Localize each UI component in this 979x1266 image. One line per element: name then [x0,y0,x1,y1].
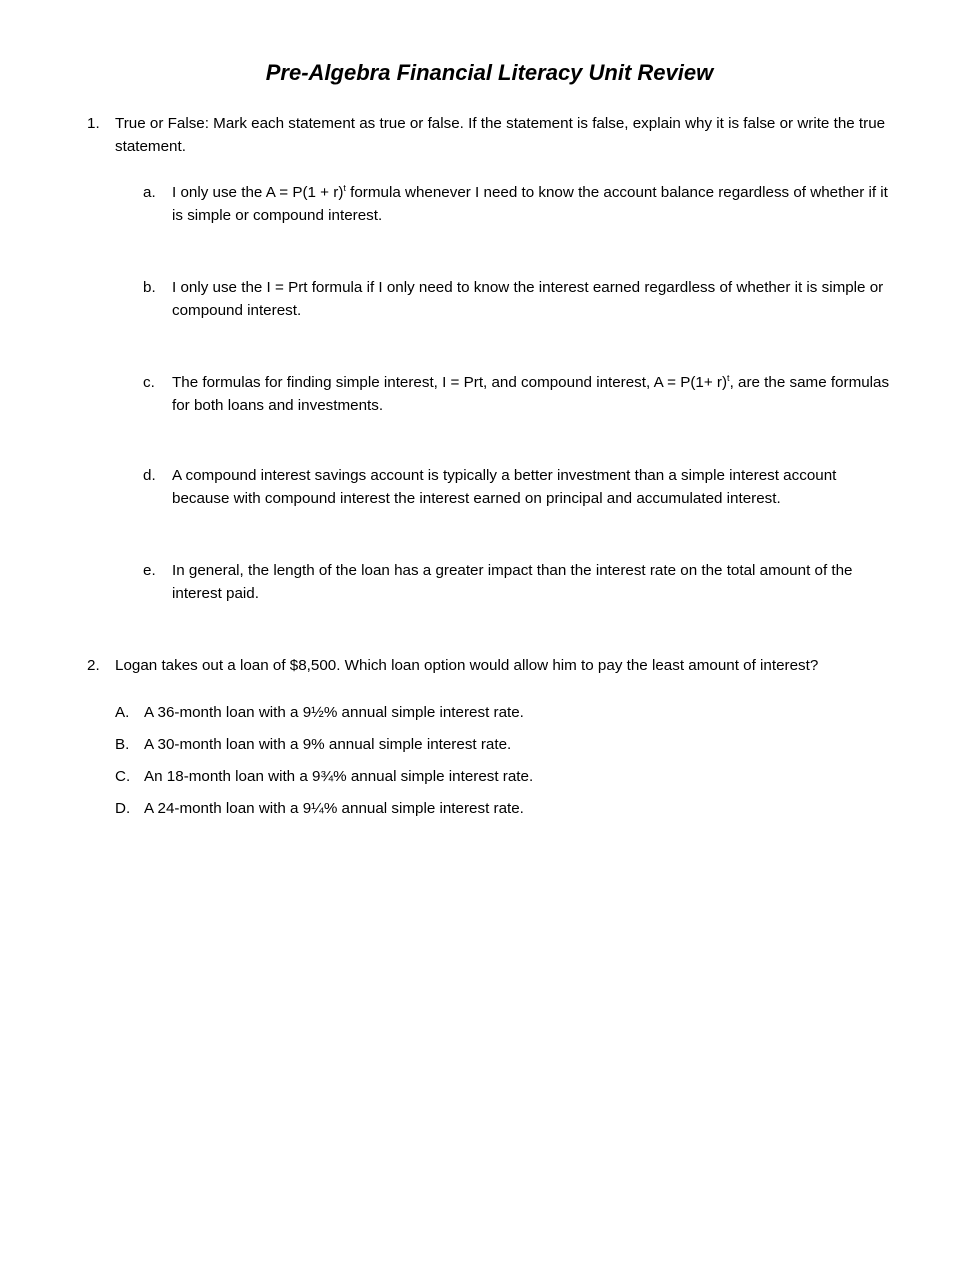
option-text: A 24-month loan with a 9¼% annual simple interest rate. [144,800,524,817]
statement-letter: e. [143,562,156,579]
statement-text: I only use the I = Prt formula if I only need to know the interest earned regardless of whether it is simple or compound interest. [172,279,884,319]
statement-b [0,276,979,324]
statement-letter: a. [143,184,156,201]
statement-text [172,371,892,417]
option-text: An 18-month loan with a 9¾% annual simple interest rate. [144,768,534,785]
exponent: t [727,372,730,383]
question-text: Logan takes out a loan of $8,500. Which loan option would allow him to pay the least amount of interest? [115,657,819,674]
option-text: A 30-month loan with a 9% annual simple interest rate. [144,736,512,753]
statement-text-part: The formulas for finding simple interest, I = Prt, and compound interest, A = P(1+ r) [172,374,728,391]
statement-d [0,464,979,512]
option-letter: B. [115,736,130,753]
option-a [0,701,979,725]
statement-text-part: I only use the A = P(1 + r) [172,184,344,201]
option-d [0,797,979,821]
statement-letter: b. [143,279,156,296]
question-number: 2. [87,657,100,674]
statement-c [0,371,979,419]
option-letter: D. [115,800,131,817]
statement-text-part: , are the same formulas for both loans and investments. [172,374,890,414]
question-1 [0,112,979,160]
statement-a [0,181,979,229]
exponent: t [343,182,346,193]
option-c [0,765,979,789]
statement-text: In general, the length of the loan has a greater impact than the interest rate on the total amount of the interest paid. [172,562,853,602]
question-2 [0,654,979,678]
statement-e [0,559,979,607]
question-text: True or False: Mark each statement as true or false. If the statement is false, explain why it is false or write the true statement. [115,115,886,155]
question-number: 1. [87,115,100,132]
statement-letter: d. [143,467,156,484]
statement-text-part: formula whenever I need to know the account balance regardless of whether if it is simple or compound interest. [172,184,888,224]
option-b [0,733,979,757]
page-title: Pre-Algebra Financial Literacy Unit Review [265,60,714,85]
statement-text: A compound interest savings account is typically a better investment than a simple interest account because with compound interest the interest earned on principal and accumulated interest. [172,467,837,507]
option-letter: C. [115,768,131,785]
option-text: A 36-month loan with a 9½% annual simple interest rate. [144,704,524,721]
statement-letter: c. [143,374,155,391]
option-letter: A. [115,704,130,721]
statement-text [172,181,892,227]
